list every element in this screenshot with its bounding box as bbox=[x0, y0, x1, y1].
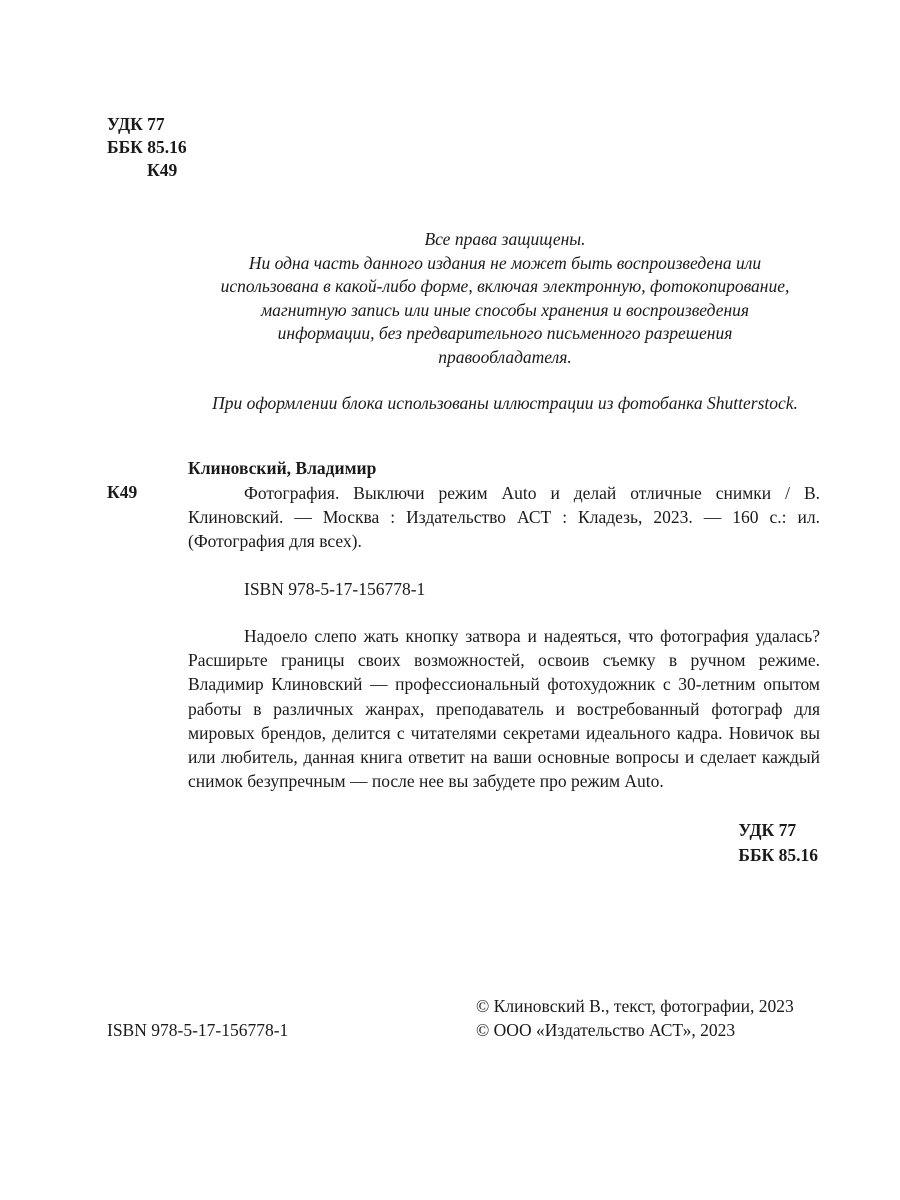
copyright-block bbox=[476, 994, 794, 1042]
rights-line: магнитную запись или иные способы хранения и воспроизведения bbox=[260, 299, 750, 320]
bbk-code-bottom: ББК 85.16 bbox=[738, 845, 818, 865]
illustrations-credit: При оформлении блока использованы иллюстрации из фотобанка Shutterstock. bbox=[212, 393, 798, 413]
classification-codes-top bbox=[107, 113, 187, 182]
rights-line: Ни одна часть данного издания не может быть воспроизведена или bbox=[248, 252, 762, 273]
udk-code-bottom: УДК 77 bbox=[738, 820, 797, 840]
catalog-record bbox=[188, 456, 820, 793]
author-mark: К49 bbox=[147, 160, 178, 180]
catalog-author: Клиновский, Владимир bbox=[188, 458, 377, 478]
copyright-author: © Клиновский В., текст, фотографии, 2023 bbox=[476, 996, 794, 1016]
catalog-entry: Фотография. Выключи режим Auto и делай отличные снимки / В. Клиновский. — Москва : Издательство АСТ : Кладезь, 2023. — 160 с.: ил. (Фотография для всех). bbox=[188, 483, 820, 551]
copyright-publisher: © ООО «Издательство АСТ», 2023 bbox=[476, 1020, 736, 1040]
rights-notice bbox=[160, 228, 850, 416]
classification-codes-bottom bbox=[738, 818, 818, 868]
footer-isbn: ISBN 978-5-17-156778-1 bbox=[107, 1020, 289, 1040]
rights-line: использована в какой-либо форме, включая электронную, фотокопирование, bbox=[220, 276, 790, 296]
annotation-text: Надоело слепо жать кнопку затвора и надеяться, что фотография удалась? Расширьте границы своих возможностей, освоив съемку в ручном режиме. Владимир Клиновский — профессиональный фотохудожник с 30-летним опытом работы в различных жанрах, преподаватель и востребованный фотограф для мировых брендов, делится с читателями секретами идеального кадра. Новичок вы или любитель, данная книга ответит на ваши основные вопросы и сделает каждый снимок безупречным — после нее вы забудете про режим Auto. bbox=[188, 626, 820, 792]
rights-line: информации, без предварительного письменного разрешения bbox=[277, 323, 733, 343]
rights-line: Все права защищены. bbox=[424, 229, 586, 249]
udk-code: УДК 77 bbox=[107, 114, 165, 134]
rights-line: правообладателя. bbox=[438, 346, 572, 367]
catalog-author-mark: К49 bbox=[107, 482, 138, 502]
bbk-code: ББК 85.16 bbox=[107, 137, 187, 157]
catalog-isbn: ISBN 978-5-17-156778-1 bbox=[244, 579, 426, 599]
